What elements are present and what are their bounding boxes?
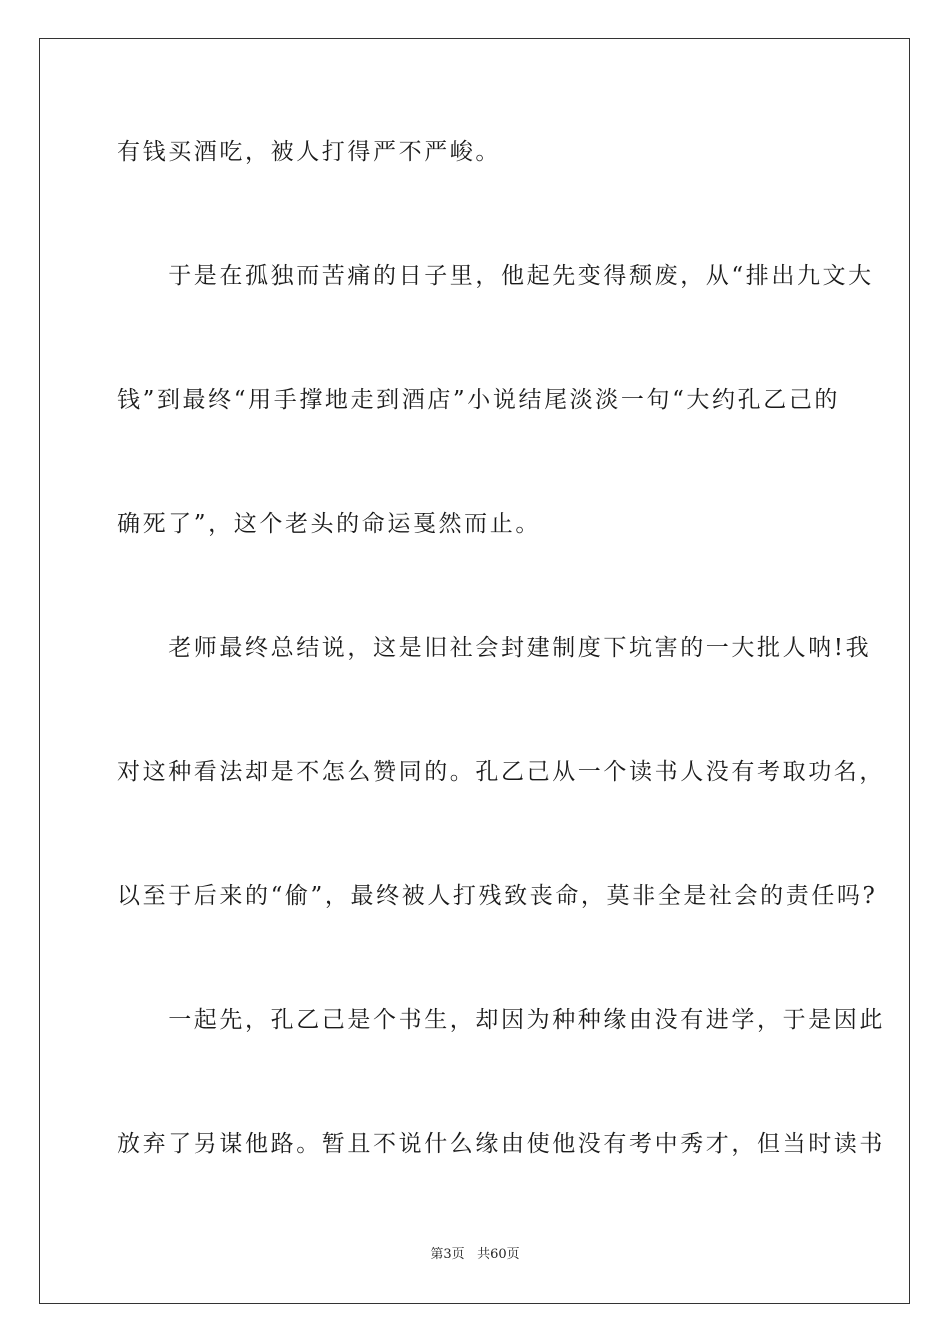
text-line: 以至于后来的“偷”，最终被人打残致丧命，莫非全是社会的责任吗? <box>117 883 878 909</box>
text-line: 有钱买酒吃，被人打得严不严峻。 <box>117 139 501 165</box>
page-border <box>39 38 910 1304</box>
page-total: 共60页 <box>477 1247 520 1262</box>
page-number: 第3页 <box>430 1247 465 1262</box>
text-line: 对这种看法却是不怎么赞同的。孔乙己从一个读书人没有考取功名， <box>117 759 885 785</box>
text-line: 放弃了另谋他路。暂且不说什么缘由使他没有考中秀才，但当时读书 <box>117 1131 885 1157</box>
text-line: 一起先，孔乙己是个书生，却因为种种缘由没有进学，于是因此 <box>117 1007 885 1033</box>
text-line: 钱”到最终“用手撑地走到酒店”小说结尾淡淡一句“大约孔乙己的 <box>117 387 841 413</box>
text-line: 确死了”，这个老头的命运戛然而止。 <box>117 511 541 537</box>
text-line: 于是在孤独而苦痛的日子里，他起先变得颓废，从“排出九文大 <box>117 263 874 289</box>
page-footer <box>0 1246 950 1264</box>
text-line: 老师最终总结说，这是旧社会封建制度下坑害的一大批人呐!我 <box>117 635 872 661</box>
